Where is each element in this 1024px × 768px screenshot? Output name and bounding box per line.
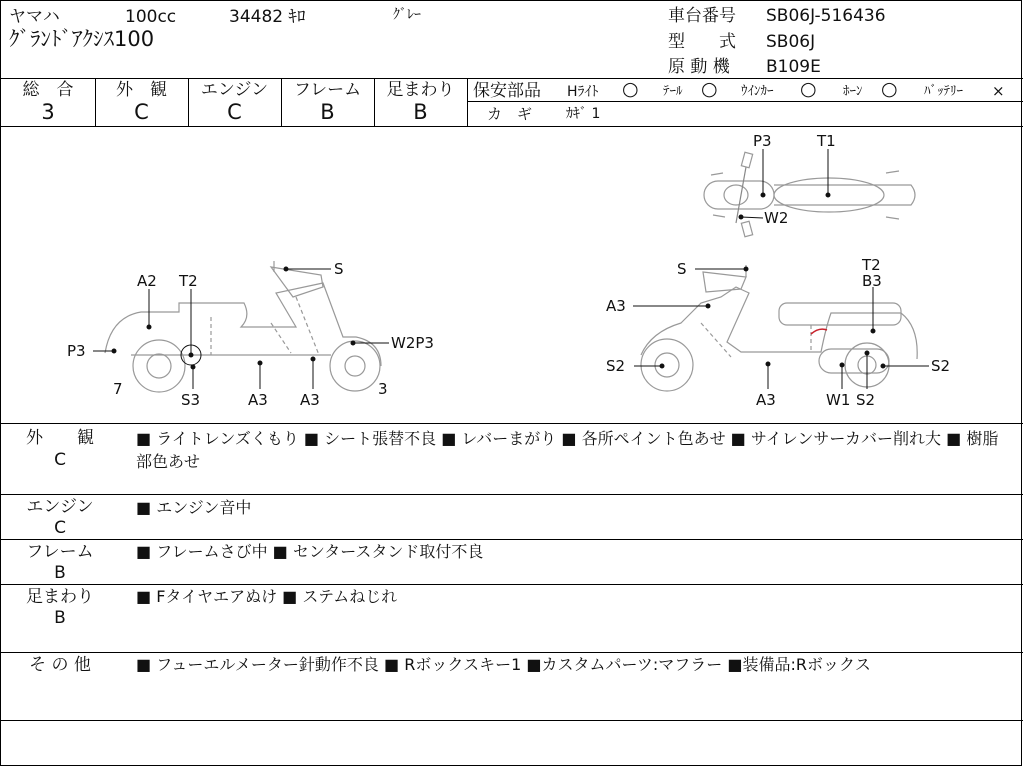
grade-label-frame: フレーム: [293, 80, 362, 100]
engine-label: 原 動 機: [668, 57, 730, 77]
body-color: ｸﾞﾚｰ: [393, 7, 421, 23]
grade-value-frame: B: [320, 100, 335, 124]
grade-label-engine: エンジン: [200, 80, 269, 100]
frame-no-label: 車台番号: [668, 6, 736, 26]
divider: [1, 78, 1023, 79]
frame-no: SB06J-516436: [766, 6, 886, 26]
damage-diagram: [1, 127, 1023, 423]
note-text-suspension: ■ Fタイヤエアぬけ ■ ステムねじれ: [136, 587, 398, 606]
mark-label: S: [677, 260, 687, 278]
note-text-frame: ■ フレームさび中 ■ センタースタンド取付不良: [136, 542, 484, 561]
safety-mark-tail: ○: [701, 78, 718, 100]
mark-label: W2P3: [391, 334, 434, 352]
mark-label: W1: [826, 391, 851, 409]
displacement: 100cc: [125, 7, 177, 27]
divider: [1, 720, 1023, 721]
engine-value: B109E: [766, 57, 821, 77]
mark-label: W2: [764, 209, 789, 227]
mileage: 34482 ｷﾛ: [229, 7, 306, 27]
note-grade-engine: C: [54, 518, 66, 538]
divider: [1, 423, 1023, 424]
mark-label: A3: [756, 391, 776, 409]
key-value: ｶｷﾞ 1: [566, 106, 601, 122]
mark-label: T1: [817, 132, 836, 150]
note-text-exterior: ■ ライトレンズくもり ■ シート張替不良 ■ レバーまがり ■ 各所ペイント色あせ ■ サイレンサーカバー削れ大 ■ 樹脂部色あせ: [136, 429, 999, 471]
grade-value-engine: C: [227, 100, 242, 124]
divider: [467, 78, 468, 126]
grade-value-overall: 3: [41, 100, 55, 124]
note-category-suspension: 足まわり: [26, 587, 94, 607]
mark-label: S2: [856, 391, 876, 409]
note-category-frame: フレーム: [26, 542, 94, 562]
mark-label: T2: [862, 256, 881, 274]
divider: [1, 494, 1023, 495]
mark-label: A3: [248, 391, 268, 409]
mark-label: 3: [378, 380, 388, 398]
safety-item-winker: ｳｲﾝｶｰ: [741, 84, 774, 99]
mark-label: S3: [181, 391, 201, 409]
mark-label: P3: [753, 132, 772, 150]
mark-label: S2: [606, 357, 626, 375]
safety-mark-headlight: ○: [622, 78, 639, 100]
mark-label: 7: [113, 380, 123, 398]
safety-item-tail: ﾃｰﾙ: [663, 84, 683, 99]
safety-label: 保安部品: [473, 81, 541, 101]
scooter-top-view: [704, 152, 915, 237]
mark-label: S: [334, 260, 344, 278]
mark-label: T2: [179, 272, 198, 290]
mark-label: A3: [606, 297, 626, 315]
grade-value-suspension: B: [413, 100, 428, 124]
note-category-other: そ の 他: [29, 655, 91, 675]
safety-mark-battery: ×: [992, 82, 1005, 100]
mark-label: A3: [300, 391, 320, 409]
model-name: ｸﾞﾗﾝﾄﾞｱｸｼｽ100: [9, 27, 155, 51]
grade-label-overall: 総 合: [22, 80, 74, 100]
note-text-engine: ■ エンジン音中: [136, 498, 252, 517]
safety-mark-winker: ○: [800, 78, 817, 100]
note-grade-frame: B: [54, 563, 66, 583]
maker: ヤマハ: [9, 7, 60, 27]
safety-item-battery: ﾊﾞｯﾃﾘｰ: [924, 84, 963, 99]
note-grade-suspension: B: [54, 608, 66, 628]
mark-label: A2: [137, 272, 157, 290]
note-text-other: ■ フューエルメーター針動作不良 ■ Rボックスキー1 ■カスタムパーツ:マフラー ■装備品:Rボックス: [136, 655, 871, 674]
note-category-engine: エンジン: [26, 497, 94, 517]
grade-value-exterior: C: [134, 100, 149, 124]
mark-label: P3: [67, 342, 86, 360]
note-grade-exterior: C: [54, 450, 66, 470]
type-value: SB06J: [766, 32, 816, 52]
safety-mark-horn: ○: [881, 78, 898, 100]
type-label: 型 式: [668, 32, 736, 52]
grade-label-exterior: 外 観: [116, 80, 167, 100]
mark-label: S2: [931, 357, 951, 375]
note-category-exterior: 外 観: [26, 428, 94, 448]
safety-item-headlight: Hﾗｲﾄ: [567, 84, 599, 100]
grade-label-suspension: 足まわり: [386, 80, 455, 100]
key-label: カ ギ: [487, 105, 533, 123]
mark-label: B3: [862, 272, 882, 290]
safety-item-horn: ﾎｰﾝ: [843, 84, 863, 99]
